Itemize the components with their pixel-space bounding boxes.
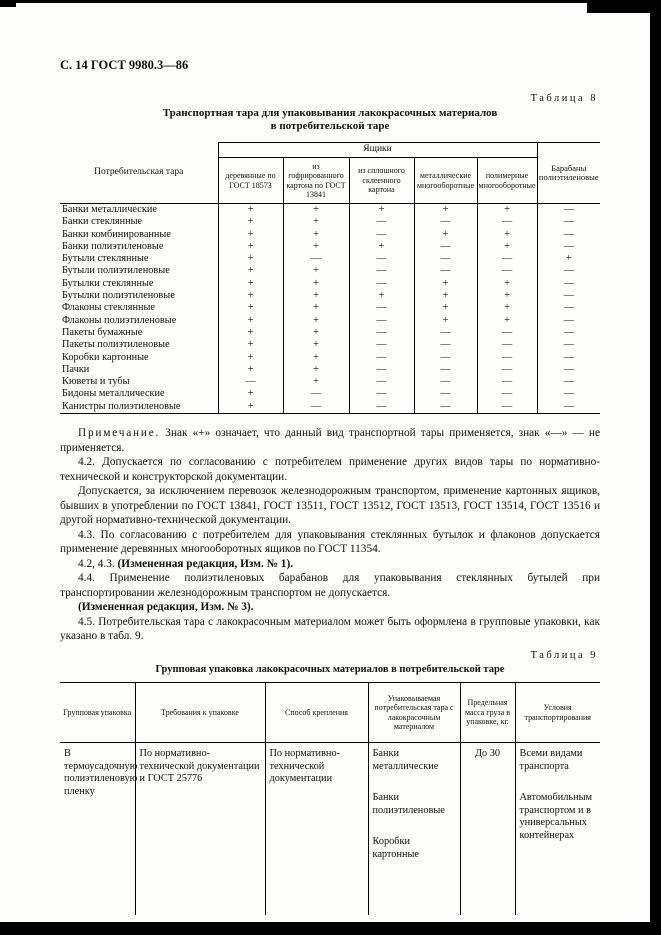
table8-value-cell: + xyxy=(283,352,349,364)
table8-value-cell: + xyxy=(283,376,349,388)
consumer-container-label: Кюветы и тубы xyxy=(60,376,218,388)
table9-header-cell: Условия транспортирования xyxy=(515,683,600,743)
table8-value-cell: — xyxy=(283,388,349,400)
cell-list-item: Всеми видами транспорта xyxy=(519,748,583,772)
table8-value-cell: — xyxy=(414,265,477,277)
table8-value-cell: + xyxy=(414,204,477,217)
table9-section xyxy=(60,650,600,915)
table8-value-cell: — xyxy=(349,253,414,265)
table8-value-cell: — xyxy=(283,401,349,414)
table8-value-cell: + xyxy=(283,278,349,290)
table8-value-cell: — xyxy=(477,388,537,400)
table9-header-row xyxy=(60,683,600,743)
table9-header-cell: Требования к упаковке xyxy=(135,683,265,743)
table8-value-cell: + xyxy=(283,229,349,241)
table8-value-cell: — xyxy=(477,352,537,364)
table8-value-cell: — xyxy=(563,216,574,228)
table8-value-cell: + xyxy=(218,204,283,217)
cell-list-item: Автомобильным транспортом и в универсальных контейнерах xyxy=(519,792,593,841)
table8-value-cell: — xyxy=(563,363,574,375)
table8-value-cell: + xyxy=(218,302,283,314)
table8-value-cell: + xyxy=(218,388,283,400)
cell-group-packaging: В термоусадочную полиэтиленовую пленку xyxy=(60,743,135,915)
note-label: Примечание. xyxy=(78,427,161,439)
table9-header-cell: Предельная масса груза в упаковке, кг. xyxy=(460,683,515,743)
table8-value-cell: + xyxy=(283,265,349,277)
table8-value-cell: — xyxy=(563,277,574,289)
cell-list-item: Банки металлические xyxy=(372,748,439,772)
table8-row xyxy=(60,327,600,339)
table8-row xyxy=(60,302,600,314)
table8-subheader: деревянные по ГОСТ 18573 xyxy=(218,158,283,204)
table8-value-cell: — xyxy=(563,326,574,338)
table9-header-cell: Способ крепления xyxy=(265,683,368,743)
table8-value-cell: — xyxy=(477,253,537,265)
table8-value-cell: — xyxy=(563,228,574,240)
table8-value-cell: + xyxy=(218,216,283,228)
table8-value-cell: — xyxy=(349,388,414,400)
paragraph-amendment-3: (Измененная редакция, Изм. № 3). xyxy=(78,601,254,613)
table8-subheader: из сплошного склеенного картона xyxy=(349,158,414,204)
table8-value-cell: — xyxy=(563,351,574,363)
table8-value-cell: + xyxy=(283,327,349,339)
table8-row xyxy=(60,229,600,241)
consumer-container-label: Пакеты бумажные xyxy=(60,327,218,339)
cell-fastening: По нормативно-технической документации xyxy=(265,743,368,915)
consumer-container-label: Банки стеклянные xyxy=(60,216,218,228)
consumer-container-label: Пачки xyxy=(60,364,218,376)
amendment-bold: (Измененная редакция, Изм. № 1). xyxy=(117,557,294,570)
table8-value-cell: — xyxy=(563,302,574,314)
scan-edge-bottom xyxy=(0,922,661,935)
table9-header-cell: Групповая упаковка xyxy=(60,683,135,743)
table8-value-cell: — xyxy=(414,401,477,414)
table8-section xyxy=(60,93,600,414)
table8-value-cell: — xyxy=(414,352,477,364)
table8-title xyxy=(60,107,600,133)
table9-header-cell: Упаковываемая потребительская тара с лакокрасочным материалом xyxy=(368,683,460,743)
scan-edge-right xyxy=(650,0,661,935)
table8-value-cell: + xyxy=(218,339,283,351)
table8-value-cell: — xyxy=(477,401,537,414)
consumer-container-label: Банки комбинированные xyxy=(60,229,218,241)
table8-row xyxy=(60,352,600,364)
table8-value-cell: + xyxy=(414,229,477,241)
table8-caption: Таблица 8 xyxy=(530,93,598,104)
consumer-container-label: Бутылки полиэтиленовые xyxy=(60,290,218,302)
table8-value-cell: + xyxy=(414,278,477,290)
consumer-container-label: Коробки картонные xyxy=(60,352,218,364)
table9-title: Групповая упаковка лакокрасочных материалов в потребительской таре xyxy=(155,664,505,675)
table8-value-cell: + xyxy=(565,253,572,265)
table8-value-cell: + xyxy=(283,339,349,351)
table8-value-cell: — xyxy=(477,364,537,376)
amendment-prefix: 4.2, 4.3. xyxy=(78,557,118,570)
table8-value-cell: — xyxy=(414,253,477,265)
table8-value-cell: — xyxy=(283,253,349,265)
table8-row xyxy=(60,290,600,302)
table8-value-cell: — xyxy=(563,204,574,215)
table8-value-cell: — xyxy=(218,376,283,388)
table8-value-cell: — xyxy=(414,376,477,388)
table8-value-cell: + xyxy=(349,241,414,253)
table8-value-cell: + xyxy=(283,241,349,253)
table9-body xyxy=(60,743,600,915)
table8-value-cell: + xyxy=(283,216,349,228)
table8-value-cell: + xyxy=(218,327,283,339)
table8-row xyxy=(60,216,600,228)
table8-value-cell: + xyxy=(218,352,283,364)
table8-subheader: полимерные многооборотные xyxy=(477,158,537,204)
table8-value-cell: + xyxy=(414,302,477,314)
consumer-container-label: Пакеты полиэтиленовые xyxy=(60,339,218,351)
table8-value-cell: — xyxy=(349,352,414,364)
table8-body xyxy=(60,204,600,414)
paragraph-4-4: 4.4. Применение полиэтиленовых барабанов для упаковывания стеклянных бутылей при транспортировании железнодорожным транспортом не допускается. xyxy=(60,572,600,599)
table8-value-cell: + xyxy=(283,315,349,327)
table8-value-cell: + xyxy=(218,290,283,302)
table8-row xyxy=(60,241,600,253)
table8-value-cell: + xyxy=(218,265,283,277)
cell-transport-conditions xyxy=(515,743,600,915)
scan-edge-top xyxy=(0,0,661,3)
table8-title-line2: в потребительской таре xyxy=(270,120,390,132)
table8-value-cell: — xyxy=(414,241,477,253)
table8-row xyxy=(60,401,600,414)
table8-value-cell: + xyxy=(477,229,537,241)
table8-value-cell: + xyxy=(477,290,537,302)
table8-value-cell: + xyxy=(414,315,477,327)
table8-col-consumer: Потребительская тара xyxy=(60,143,218,204)
table8-group-row xyxy=(60,143,600,158)
table8-value-cell: — xyxy=(349,339,414,351)
paragraph-4-3: 4.3. По согласованию с потребителем для упаковывания стеклянных бутылок и флаконов допускается применение деревянных многооборотных ящиков по ГОСТ 11354. xyxy=(60,528,600,555)
consumer-container-label: Бутыли полиэтиленовые xyxy=(60,265,218,277)
table8-head xyxy=(60,143,600,204)
table8-value-cell: + xyxy=(218,278,283,290)
table9 xyxy=(60,682,600,915)
table8-value-cell: — xyxy=(414,327,477,339)
table8-value-cell: + xyxy=(477,302,537,314)
table8-value-cell: + xyxy=(349,290,414,302)
table8-group-header: Ящики xyxy=(218,143,537,158)
table8-value-cell: — xyxy=(563,388,574,400)
table8-value-cell: — xyxy=(349,327,414,339)
table9-head xyxy=(60,683,600,743)
table8-value-cell: — xyxy=(349,364,414,376)
table8-value-cell: — xyxy=(349,401,414,414)
table8-title-line1: Транспортная тара для упаковывания лакокрасочных материалов xyxy=(162,107,498,119)
consumer-container-label: Канистры полиэтиленовые xyxy=(60,401,218,414)
table8-value-cell: — xyxy=(349,265,414,277)
table8-row xyxy=(60,364,600,376)
table8-value-cell: + xyxy=(477,315,537,327)
table8-value-cell: — xyxy=(414,216,477,228)
cell-list-item: Банки полиэтиленовые xyxy=(372,792,445,816)
table8-value-cell: — xyxy=(349,315,414,327)
table8-value-cell: + xyxy=(218,253,283,265)
table8-value-cell: — xyxy=(477,216,537,228)
table8 xyxy=(60,142,600,414)
table9-caption: Таблица 9 xyxy=(530,650,598,661)
table8-value-cell: — xyxy=(563,376,574,388)
cell-containers xyxy=(368,743,460,915)
table8-row xyxy=(60,265,600,277)
table8-row xyxy=(60,388,600,400)
paragraph-dopuskaetsya: Допускается, за исключением перевозок железнодорожным транспортом, применение картонных ящиков, бывших в употреблении по ГОСТ 13841, ГОСТ 13511, ГОСТ 13512, ГОСТ 13513, ГОСТ 13514, ГОСТ 13516 и другой нормативно-технической документации. xyxy=(60,485,600,526)
table8-value-cell: — xyxy=(477,327,537,339)
table8-value-cell: — xyxy=(563,240,574,252)
table8-value-cell: — xyxy=(477,265,537,277)
table8-row xyxy=(60,278,600,290)
table8-value-cell: — xyxy=(349,216,414,228)
table8-value-cell: + xyxy=(218,401,283,414)
paragraph-4-2: 4.2. Допускается по согласованию с потребителем применение других видов тары по нормативно-технической и конструкторской документации. xyxy=(60,456,600,483)
table8-value-cell: + xyxy=(218,364,283,376)
scan-edge-top-left xyxy=(0,0,16,7)
table8-subheader: металлические многооборотные xyxy=(414,158,477,204)
table8-value-cell: — xyxy=(349,278,414,290)
table8-value-cell: — xyxy=(563,339,574,351)
cell-max-mass: До 30 xyxy=(460,743,515,915)
table8-row xyxy=(60,339,600,351)
paragraph-4-5: 4.5. Потребительская тара с лакокрасочным материалом может быть оформлена в групповые упаковки, как указано в табл. 9. xyxy=(60,615,600,642)
table8-row xyxy=(60,376,600,388)
table8-value-cell: — xyxy=(349,302,414,314)
table8-value-cell: + xyxy=(218,241,283,253)
text-block xyxy=(60,426,600,644)
table8-row xyxy=(60,204,600,217)
table8-value-cell: + xyxy=(283,204,349,217)
table8-value-cell: + xyxy=(477,204,537,217)
table8-value-cell: + xyxy=(283,364,349,376)
consumer-container-label: Банки металлические xyxy=(60,204,218,217)
table8-value-cell: — xyxy=(414,339,477,351)
table8-row xyxy=(60,253,600,265)
note-text: Знак «+» означает, что данный вид транспортной тары применяется, знак «—» — не применяется. xyxy=(60,427,600,454)
table8-value-cell: — xyxy=(563,265,574,277)
table8-value-cell: — xyxy=(537,401,600,414)
table8-row xyxy=(60,315,600,327)
table8-col-drums: Барабаны полиэтиленовые xyxy=(537,143,600,204)
cell-requirements: По нормативно-технической документации и ГОСТ 25776 xyxy=(135,743,265,915)
table8-value-cell: — xyxy=(349,376,414,388)
table8-value-cell: + xyxy=(477,241,537,253)
table8-value-cell: — xyxy=(477,339,537,351)
table8-value-cell: + xyxy=(218,229,283,241)
table8-value-cell: + xyxy=(218,315,283,327)
table8-value-cell: + xyxy=(477,278,537,290)
table8-value-cell: — xyxy=(477,376,537,388)
table8-value-cell: — xyxy=(414,364,477,376)
consumer-container-label: Флаконы стеклянные xyxy=(60,302,218,314)
table9-row xyxy=(60,743,600,915)
table8-value-cell: + xyxy=(283,302,349,314)
paragraph-4-2-4-3-amendment xyxy=(60,557,600,572)
consumer-container-label: Бутылки стеклянные xyxy=(60,278,218,290)
note-paragraph xyxy=(60,426,600,455)
table8-value-cell: — xyxy=(349,229,414,241)
table8-subheader: из гофрированного картона по ГОСТ 13841 xyxy=(283,158,349,204)
table8-value-cell: + xyxy=(414,290,477,302)
consumer-container-label: Банки полиэтиленовые xyxy=(60,241,218,253)
table8-value-cell: — xyxy=(563,314,574,326)
table8-value-cell: + xyxy=(349,204,414,217)
consumer-container-label: Флаконы полиэтиленовые xyxy=(60,315,218,327)
table8-value-cell: — xyxy=(414,388,477,400)
consumer-container-label: Бутыли стеклянные xyxy=(60,253,218,265)
table8-value-cell: + xyxy=(283,290,349,302)
table8-value-cell: — xyxy=(563,290,574,302)
consumer-container-label: Бидоны металлические xyxy=(60,388,218,400)
cell-list-item: Коробки картонные xyxy=(372,836,419,860)
page-header: С. 14 ГОСТ 9980.3—86 xyxy=(60,58,189,72)
